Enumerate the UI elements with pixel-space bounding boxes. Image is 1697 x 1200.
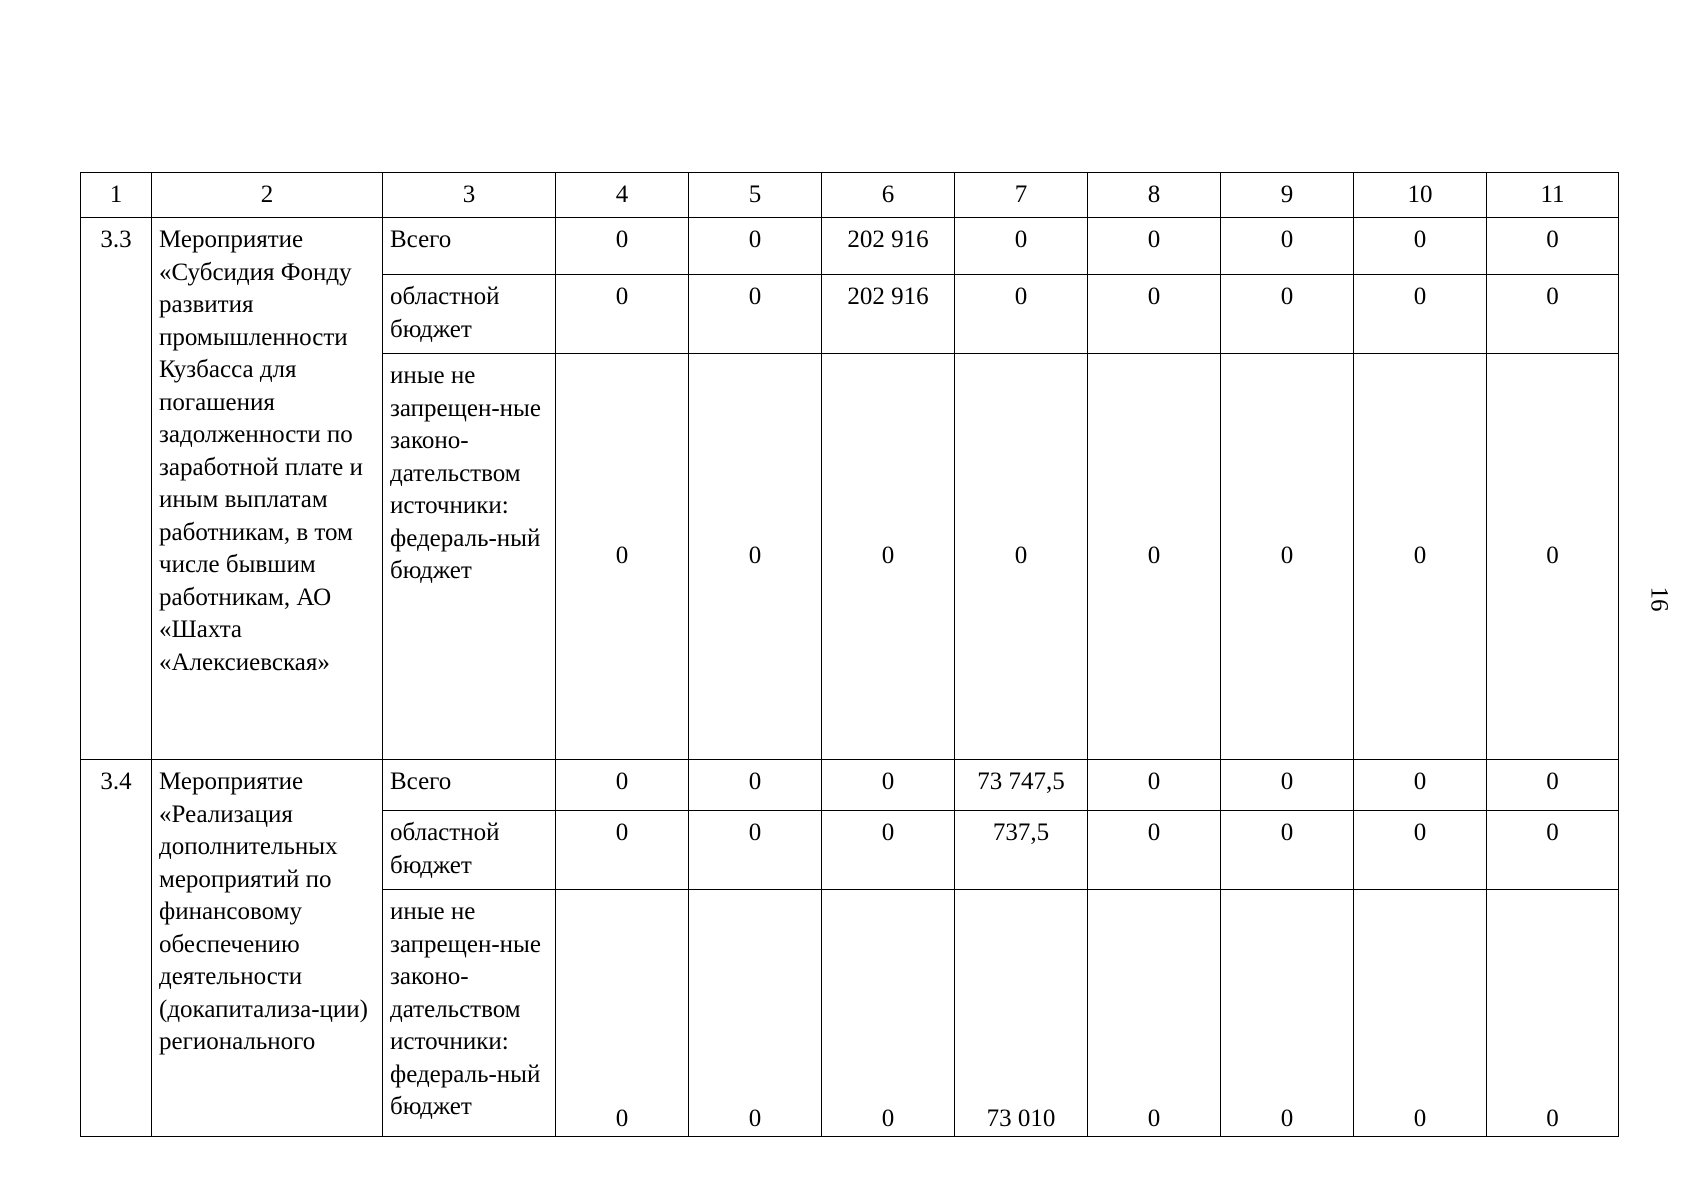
column-header: 4 [556, 173, 689, 218]
column-header: 1 [81, 173, 152, 218]
table-row [81, 218, 1619, 275]
value-cell: 0 [1088, 890, 1221, 1137]
funding-source: областной бюджет [383, 811, 556, 890]
funding-source: Всего [383, 760, 556, 811]
value-cell: 0 [556, 760, 689, 811]
value-cell: 0 [556, 890, 689, 1137]
value-cell: 0 [1088, 354, 1221, 760]
value-cell: 0 [1088, 760, 1221, 811]
column-header: 8 [1088, 173, 1221, 218]
budget-table [80, 172, 1619, 1137]
column-header: 6 [822, 173, 955, 218]
value-cell: 0 [1221, 275, 1354, 354]
funding-source: областной бюджет [383, 275, 556, 354]
value-cell: 0 [1487, 218, 1619, 275]
value-cell: 0 [1354, 354, 1487, 760]
value-cell: 0 [955, 275, 1088, 354]
value-cell: 0 [689, 275, 822, 354]
item-number: 3.3 [81, 218, 152, 760]
value-cell: 0 [1221, 218, 1354, 275]
header-row [81, 173, 1619, 218]
item-number: 3.4 [81, 760, 152, 1137]
value-cell: 0 [955, 354, 1088, 760]
value-cell: 0 [1487, 354, 1619, 760]
value-cell: 0 [689, 890, 822, 1137]
value-cell: 0 [1088, 275, 1221, 354]
value-cell: 0 [822, 354, 955, 760]
value-cell: 0 [556, 218, 689, 275]
value-cell: 0 [689, 760, 822, 811]
value-cell: 202 916 [822, 218, 955, 275]
value-cell: 0 [556, 275, 689, 354]
value-cell: 0 [689, 811, 822, 890]
column-header: 9 [1221, 173, 1354, 218]
funding-source: Всего [383, 218, 556, 275]
value-cell: 0 [822, 890, 955, 1137]
value-cell: 73 010 [955, 890, 1088, 1137]
value-cell: 0 [1354, 275, 1487, 354]
value-cell: 0 [1221, 811, 1354, 890]
value-cell: 0 [1487, 811, 1619, 890]
column-header: 7 [955, 173, 1088, 218]
value-cell: 202 916 [822, 275, 955, 354]
page-number: 16 [1645, 586, 1673, 612]
value-cell: 0 [1354, 218, 1487, 275]
value-cell: 0 [689, 218, 822, 275]
value-cell: 0 [1487, 890, 1619, 1137]
value-cell: 0 [556, 811, 689, 890]
value-cell: 0 [1221, 760, 1354, 811]
column-header: 11 [1487, 173, 1619, 218]
value-cell: 0 [822, 760, 955, 811]
value-cell: 73 747,5 [955, 760, 1088, 811]
column-header: 2 [152, 173, 383, 218]
value-cell: 0 [1354, 760, 1487, 811]
value-cell: 0 [1221, 890, 1354, 1137]
column-header: 10 [1354, 173, 1487, 218]
value-cell: 0 [1487, 275, 1619, 354]
value-cell: 0 [1088, 811, 1221, 890]
value-cell: 0 [955, 218, 1088, 275]
value-cell: 0 [556, 354, 689, 760]
value-cell: 0 [1354, 811, 1487, 890]
column-header: 5 [689, 173, 822, 218]
value-cell: 0 [1221, 354, 1354, 760]
value-cell: 0 [689, 354, 822, 760]
item-name: Мероприятие «Реализация дополнительных мероприятий по финансовому обеспечению деятельности (докапитализа-ции) регионального [152, 760, 383, 1137]
column-header: 3 [383, 173, 556, 218]
funding-source: иные не запрещен-ные законо-дательством источники: федераль-ный бюджет [383, 354, 556, 760]
value-cell: 0 [1487, 760, 1619, 811]
funding-source: иные не запрещен-ные законо-дательством источники: федераль-ный бюджет [383, 890, 556, 1137]
value-cell: 0 [1354, 890, 1487, 1137]
table-row [81, 760, 1619, 811]
value-cell: 0 [822, 811, 955, 890]
value-cell: 0 [1088, 218, 1221, 275]
item-name: Мероприятие «Субсидия Фонду развития промышленности Кузбасса для погашения задолженности по заработной плате и иным выплатам работникам, в том числе бывшим работникам, АО «Шахта «Алексиевская» [152, 218, 383, 760]
value-cell: 737,5 [955, 811, 1088, 890]
